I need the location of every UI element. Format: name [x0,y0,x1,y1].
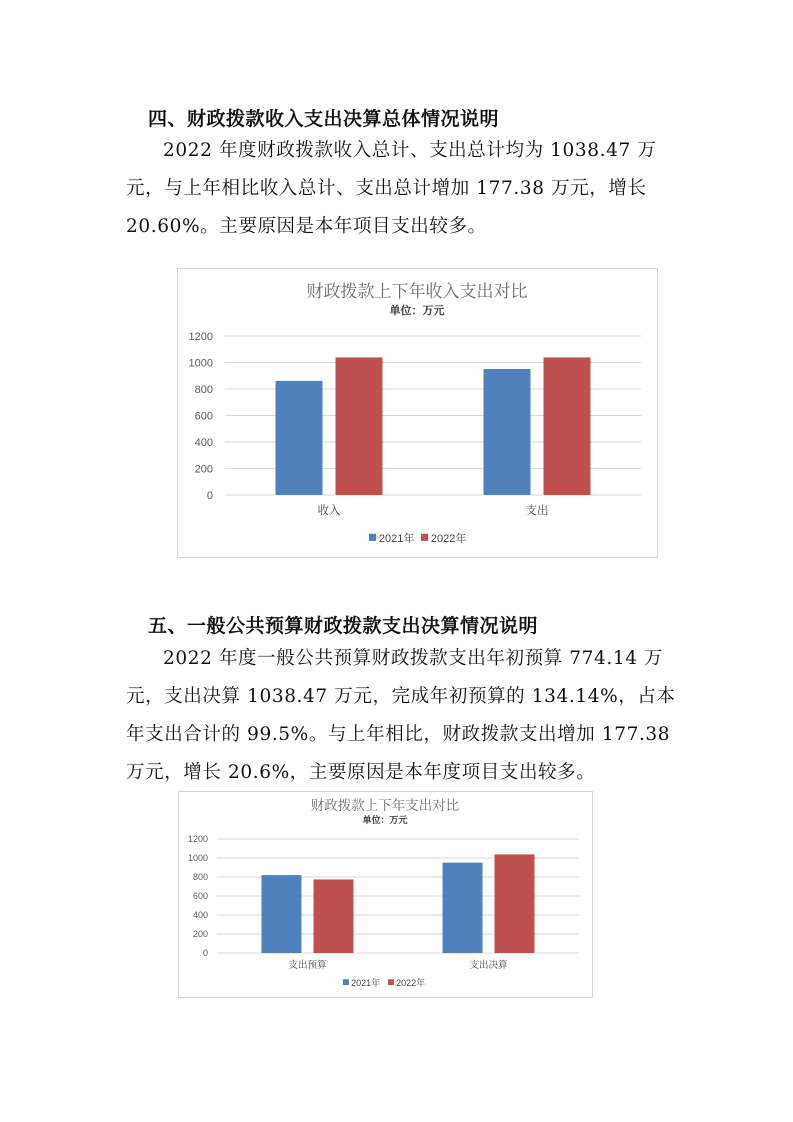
x-category-label: 收入 [317,503,341,517]
y-tick-label: 400 [192,910,208,921]
y-tick-label: 1000 [187,853,208,864]
legend-label: 2022年 [396,978,426,988]
legend-label: 2021年 [351,978,381,988]
y-tick-label: 1200 [188,330,213,343]
bar [262,875,302,953]
chart-title: 财政拨款上下年支出对比 [310,798,460,814]
y-tick-label: 1200 [187,834,208,845]
section5-heading: 五、一般公共预算财政拨款支出决算情况说明 [148,615,539,637]
section4-paragraph: 2022 年度财政拨款收入总计、支出总计均为 1038.47 万元，与上年相比收入总计、支出总计增加 177.38 万元，增长 20.60%。主要原因是本年项目支出较多。 [126,140,657,237]
y-tick-label: 0 [206,489,213,502]
y-tick-label: 800 [194,383,213,396]
chart-income-expense-svg [178,269,657,557]
x-category-label: 支出 [525,503,549,517]
chart-expense-compare-svg [179,792,592,997]
bar [336,357,383,495]
bar [495,854,535,953]
legend-swatch [343,979,349,985]
chart-title: 财政拨款上下年收入支出对比 [306,282,528,302]
y-tick-label: 1000 [188,357,213,370]
legend-swatch [388,979,394,985]
legend-swatch [369,534,376,541]
chart-subtitle: 单位：万元 [389,304,445,317]
bar [544,357,591,495]
chart-income-expense [177,268,658,558]
x-category-label: 支出决算 [469,960,508,971]
section5-paragraph: 2022 年度一般公共预算财政拨款支出年初预算 774.14 万元，支出决算 1038.47 万元，完成年初预算的 134.14%，占本年支出合计的 99.5%。与上年相比，财政拨款支出增加 177.38 万元，增长 20.6%，主要原因是本年度项目支出较多。 [126,648,676,783]
chart-expense-compare [178,791,593,998]
chart-subtitle: 单位：万元 [362,816,408,826]
bar [484,369,531,495]
y-tick-label: 600 [194,410,213,423]
legend-label: 2022年 [430,533,467,545]
y-tick-label: 200 [192,929,208,940]
x-category-label: 支出预算 [288,960,327,971]
y-tick-label: 0 [202,948,208,959]
y-tick-label: 800 [192,872,208,883]
bar [314,879,354,953]
legend-swatch [421,534,428,541]
legend-label: 2021年 [378,533,415,545]
section4-heading: 四、财政拨款收入支出决算总体情况说明 [148,108,500,130]
bar [443,863,483,953]
y-tick-label: 400 [194,436,213,449]
bar [276,381,323,495]
y-tick-label: 200 [194,463,213,476]
y-tick-label: 600 [192,891,208,902]
